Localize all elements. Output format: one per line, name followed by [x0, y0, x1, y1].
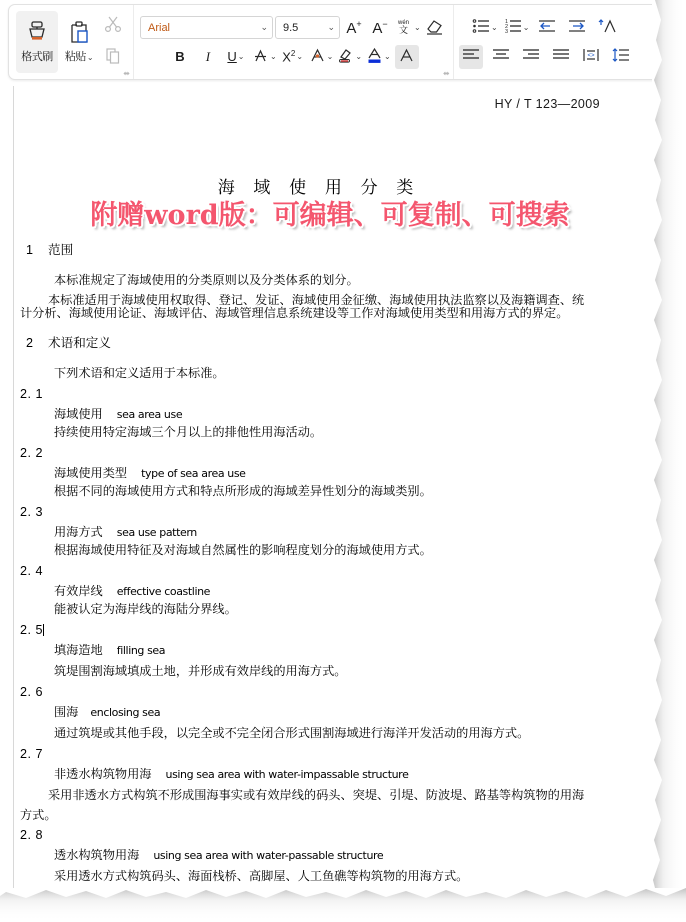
term-entry-2-2 — [26, 467, 648, 479]
font-family-value: Arial — [148, 21, 171, 34]
line-spacing-icon — [612, 48, 630, 65]
term-en: sea use pattern — [116, 526, 197, 540]
bulleted-list-button[interactable] — [472, 16, 498, 40]
chevron-down-icon[interactable]: ⌄ — [355, 52, 363, 61]
shrink-font-button[interactable] — [368, 16, 392, 40]
align-right-button[interactable] — [519, 45, 543, 69]
align-left-button[interactable] — [459, 45, 483, 69]
format-painter-label: 格式刷 — [21, 51, 53, 63]
term-definition-2-4: 能被认定为海岸线的海陆分界线。 — [54, 602, 237, 617]
clipboard-small-buttons — [100, 11, 126, 73]
align-center-button[interactable] — [489, 45, 513, 69]
paragraph-row-bottom — [459, 45, 633, 69]
term-definition-2-8: 采用透水方式构筑码头、海面栈桥、高脚屋、人工鱼礁等构筑物的用海方式。 — [54, 868, 469, 883]
term-en: effective coastline — [116, 585, 211, 599]
superscript-icon: $X^2$ — [282, 48, 296, 65]
highlight-color-button[interactable] — [337, 45, 362, 69]
section-number: 1 — [26, 242, 34, 257]
text-cursor — [43, 624, 44, 636]
sort-button[interactable] — [595, 16, 619, 40]
font-row-top — [140, 16, 447, 40]
italic-icon: I — [205, 48, 211, 64]
ribbon-group-font — [133, 5, 453, 79]
term-entry-2-3 — [26, 526, 648, 538]
distribute-text-button[interactable] — [579, 45, 603, 69]
term-en: type of sea area use — [141, 467, 246, 481]
decrease-indent-button[interactable] — [535, 16, 559, 40]
character-shading-button[interactable] — [395, 45, 419, 69]
underline-icon: U — [227, 49, 237, 64]
term-en: enclosing sea — [90, 706, 161, 720]
bulleted-list-icon — [472, 18, 490, 37]
term-definition-2-7-line2: 方式。 — [20, 807, 57, 822]
term-en: sea area use — [116, 408, 183, 422]
svg-text:wén: wén — [397, 19, 410, 26]
term-cn: 非透水构筑物用海 — [54, 767, 152, 782]
highlighter-icon — [337, 47, 354, 67]
paragraph-terms-intro: 下列术语和定义适用于本标准。 — [54, 366, 225, 381]
term-cn: 海域使用类型 — [54, 466, 128, 481]
section-title: 范围 — [48, 242, 74, 257]
term-number-text: 2. 5 — [20, 622, 44, 637]
term-number-2-5 — [20, 624, 648, 637]
chevron-down-icon[interactable]: ⌄ — [414, 23, 421, 32]
svg-text:文: 文 — [398, 25, 409, 36]
format-painter-icon — [25, 20, 49, 46]
chevron-down-icon[interactable]: ⌄ — [522, 23, 530, 32]
term-number-2-2: 2. 2 — [20, 445, 44, 460]
clear-formatting-icon — [425, 17, 444, 39]
term-definition-2-7-line1: 采用非透水方式构筑不形成围海事实或有效岸线的码头、突堤、引堤、防波堤、路基等构筑物的用海 — [48, 788, 585, 803]
font-size-value: 9.5 — [283, 21, 299, 34]
paragraph-row-top — [472, 16, 619, 40]
align-justify-icon — [552, 48, 570, 65]
line-spacing-button[interactable] — [609, 45, 633, 69]
shrink-font-icon: A− — [372, 18, 388, 37]
format-painter-button[interactable] — [16, 11, 58, 73]
font-size-select[interactable] — [275, 16, 340, 39]
clipboard-dialog-launcher[interactable]: ⬌ — [123, 69, 130, 78]
distribute-text-icon — [582, 48, 600, 65]
align-center-icon — [492, 48, 510, 65]
chevron-down-icon[interactable]: ⌄ — [384, 52, 391, 61]
term-entry-2-7 — [26, 768, 648, 780]
document-body[interactable] — [14, 86, 674, 882]
section-title: 术语和定义 — [48, 335, 111, 350]
numbered-list-button[interactable] — [504, 16, 530, 40]
increase-indent-button[interactable] — [565, 16, 589, 40]
document-page[interactable] — [13, 86, 674, 922]
ribbon-group-clipboard — [9, 5, 133, 79]
term-definition-2-5: 筑堤围割海域填成土地，并形成有效岸线的用海方式。 — [54, 664, 347, 679]
term-en: using sea area with water-impassable structure — [165, 768, 409, 782]
standard-code-header: HY / T 123—2009 — [494, 97, 600, 111]
document-content — [20, 222, 648, 882]
scissors-cut-icon — [104, 15, 122, 38]
chevron-down-icon[interactable]: ⌄ — [237, 52, 245, 61]
term-cn: 围海 — [54, 705, 79, 720]
paragraph-scope-2-line1: 本标准适用于海域使用权取得、登记、发证、海域使用金征缴、海域使用执法监察以及海籍调查、统 — [48, 293, 585, 308]
term-cn: 海域使用 — [54, 407, 103, 422]
chevron-down-icon[interactable]: ⌄ — [491, 23, 498, 32]
pinyin-guide-icon — [394, 17, 413, 39]
term-en: filling sea — [116, 644, 166, 658]
underline-button[interactable] — [224, 45, 248, 69]
italic-button[interactable] — [196, 45, 220, 69]
term-number-2-7: 2. 7 — [20, 746, 44, 761]
text-effects-icon — [309, 47, 326, 67]
section-heading-1 — [26, 244, 648, 257]
text-effects-button[interactable] — [309, 45, 334, 69]
clear-formatting-button[interactable] — [423, 16, 447, 40]
term-number-2-3: 2. 3 — [20, 504, 44, 519]
strikethrough-button[interactable] — [252, 45, 277, 69]
paste-dropdown-caret[interactable]: ⌄ — [86, 53, 94, 62]
paste-button[interactable] — [58, 11, 100, 73]
chevron-down-icon: ⌄ — [260, 22, 268, 32]
svg-text:1: 1 — [504, 19, 508, 25]
term-en: using sea area with water-passable structure — [153, 849, 384, 863]
svg-text:<>: <> — [587, 53, 595, 59]
align-left-icon — [462, 48, 480, 65]
term-entry-2-8 — [26, 849, 648, 861]
superscript-button[interactable] — [281, 45, 305, 69]
term-definition-2-6: 通过筑堤或其他手段，以完全或不完全闭合形式围割海域进行海洋开发活动的用海方式。 — [54, 726, 530, 741]
font-family-select[interactable] — [140, 16, 273, 39]
ribbon-bar — [8, 4, 680, 80]
chevron-down-icon: ⌄ — [327, 22, 335, 32]
bold-icon: B — [175, 49, 185, 64]
term-cn: 有效岸线 — [54, 584, 103, 599]
section-heading-2 — [26, 337, 648, 350]
grow-font-button[interactable] — [342, 16, 366, 40]
ribbon-group-paragraph — [453, 5, 638, 79]
cut-button[interactable] — [100, 13, 126, 39]
term-number-2-1: 2. 1 — [20, 386, 44, 401]
term-number-2-6: 2. 6 — [20, 684, 44, 699]
copy-icon — [104, 47, 122, 70]
section-number: 2 — [26, 335, 34, 350]
paragraph-scope-2-line2: 计分析、海域使用论证、海域评估、海域管理信息系统建设等工作对海域使用类型和用海方式的界定。 — [20, 305, 569, 320]
ribbon-toolbar — [0, 0, 686, 86]
pinyin-guide-button[interactable] — [394, 16, 421, 40]
copy-button[interactable] — [100, 45, 126, 71]
paragraph-scope-1: 本标准规定了海域使用的分类原则以及分类体系的划分。 — [54, 273, 359, 288]
font-color-button[interactable] — [366, 45, 391, 69]
term-definition-2-2: 根据不同的海域使用方式和特点所形成的海域差异性划分的海域类别。 — [54, 484, 432, 499]
term-number-2-8: 2. 8 — [20, 827, 44, 842]
bold-button[interactable] — [168, 45, 192, 69]
term-definition-2-1: 持续使用特定海域三个月以上的排他性用海活动。 — [54, 425, 323, 440]
term-entry-2-6 — [26, 706, 648, 718]
increase-indent-icon — [568, 18, 586, 37]
font-color-icon — [366, 47, 383, 67]
term-entry-2-1 — [26, 408, 648, 420]
sort-az-icon — [598, 18, 616, 37]
svg-text:2: 2 — [504, 24, 508, 30]
term-entry-2-4 — [26, 585, 648, 597]
page-title: 海 域 使 用 分 类 — [217, 177, 421, 197]
align-right-icon — [522, 48, 540, 65]
character-shading-icon — [398, 47, 415, 67]
decrease-indent-icon — [538, 18, 556, 37]
grow-font-icon: A+ — [346, 18, 362, 37]
term-number-2-4: 2. 4 — [20, 563, 44, 578]
term-entry-2-5 — [26, 644, 648, 656]
term-cn: 透水构筑物用海 — [54, 848, 140, 863]
promo-watermark: 附赠word版：可编辑、可复制、可搜索 — [90, 200, 570, 231]
chevron-down-icon[interactable]: ⌄ — [296, 52, 304, 61]
font-row-bottom — [168, 45, 419, 69]
term-definition-2-3: 根据海域使用特征及对海域自然属性的影响程度划分的海域使用方式。 — [54, 543, 432, 558]
strikethrough-icon — [252, 47, 269, 67]
align-justify-button[interactable] — [549, 45, 573, 69]
clipboard-paste-icon — [67, 20, 91, 46]
svg-text:3: 3 — [504, 29, 508, 34]
term-cn: 用海方式 — [54, 525, 103, 540]
paste-label: 粘贴⌄ — [64, 51, 94, 63]
font-dialog-launcher[interactable]: ⬌ — [443, 69, 450, 78]
numbered-list-icon — [504, 18, 522, 37]
term-cn: 填海造地 — [54, 643, 103, 658]
chevron-down-icon[interactable]: ⌄ — [269, 52, 277, 61]
chevron-down-icon[interactable]: ⌄ — [326, 52, 334, 61]
